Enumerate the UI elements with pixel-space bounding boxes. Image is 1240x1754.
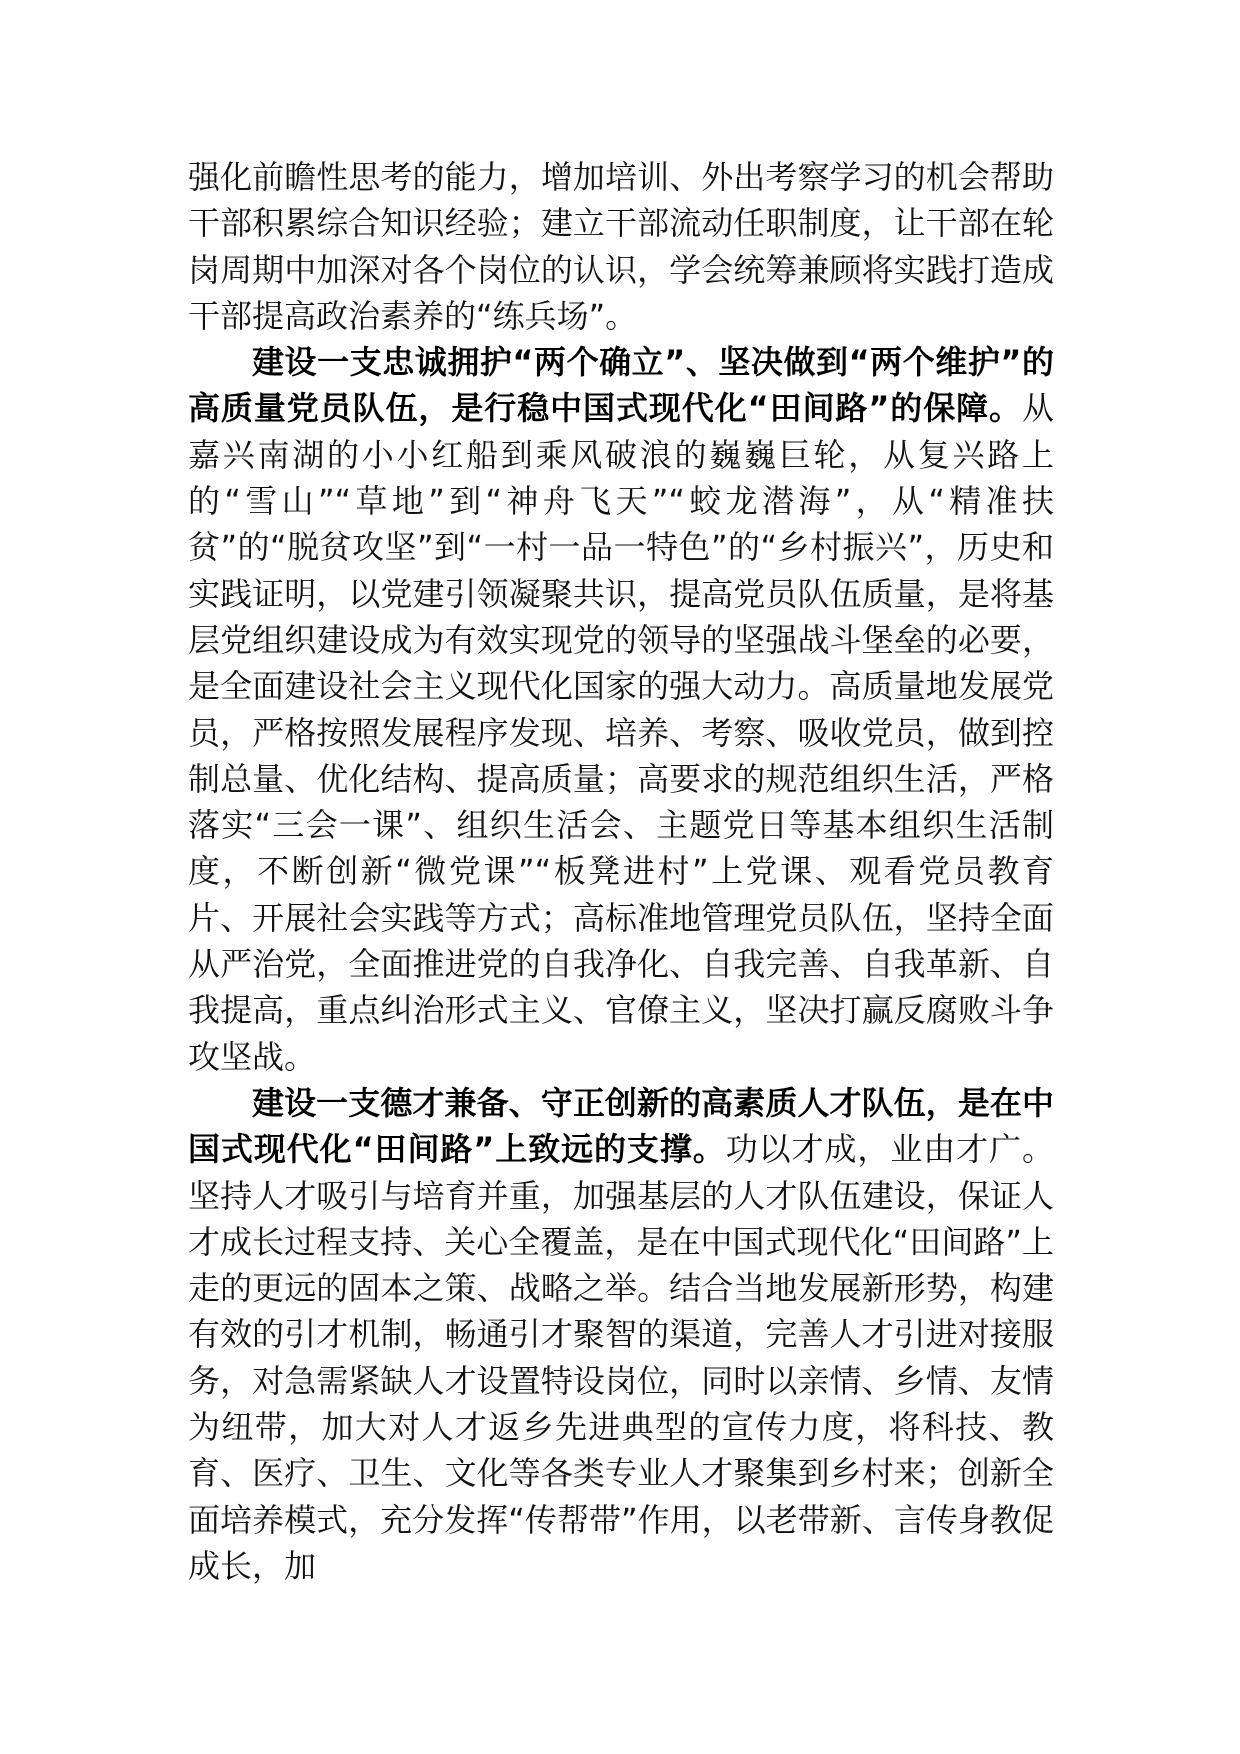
paragraph-3 xyxy=(188,1080,1054,1589)
paragraph-2-heading: 建设一支忠诚拥护“两个确立”、坚决做到“两个维护”的高质量党员队伍，是行稳中国式现代化“田间路”的保障。 xyxy=(188,343,1054,428)
paragraph-2 xyxy=(188,339,1054,1080)
paragraph-3-heading: 建设一支德才兼备、守正创新的高素质人才队伍，是在中国式现代化“田间路”上致远的支撑。 xyxy=(188,1083,1054,1169)
paragraph-3-text: 功以才成，业由才广。坚持人才吸引与培育并重，加强基层的人才队伍建设，保证人才成长过程支持、关心全覆盖，是在中国式现代化“田间路”上走的更远的固本之策、战略之举。结合当地发展新形势，构建有效的引才机制，畅通引才聚智的渠道，完善人才引进对接服务，对急需紧缺人才设置特设岗位，同时以亲情、乡情、友情为纽带，加大对人才返乡先进典型的宣传力度，将科技、教育、医疗、卫生、文化等各类专业人才聚集到乡村来；创新全面培养模式，充分发挥“传帮带”作用，以老带新、言传身教促成长，加 xyxy=(188,1130,1054,1585)
document-page xyxy=(188,154,1054,1589)
paragraph-1 xyxy=(188,154,1054,339)
paragraph-2-text: 从嘉兴南湖的小小红船到乘风破浪的巍巍巨轮，从复兴路上的“雪山”“草地”到“神舟飞天”“蛟龙潜海”，从“精准扶贫”的“脱贫攻坚”到“一村一品一特色”的“乡村振兴”，历史和实践证明，以党建引领凝聚共识，提高党员队伍质量，是将基层党组织建设成为有效实现党的领导的坚强战斗堡垒的必要，是全面建设社会主义现代化国家的强大动力。高质量地发展党员，严格按照发展程序发现、培养、考察、吸收党员，做到控制总量、优化结构、提高质量；高要求的规范组织生活，严格落实“三会一课”、组织生活会、主题党日等基本组织生活制度，不断创新“微党课”“板凳进村”上党课、观看党员教育片、开展社会实践等方式；高标准地管理党员队伍，坚持全面从严治党，全面推进党的自我净化、自我完善、自我革新、自我提高，重点纠治形式主义、官僚主义，坚决打赢反腐败斗争攻坚战。 xyxy=(188,389,1054,1076)
paragraph-1-text: 强化前瞻性思考的能力，增加培训、外出考察学习的机会帮助干部积累综合知识经验；建立干部流动任职制度，让干部在轮岗周期中加深对各个岗位的认识，学会统筹兼顾将实践打造成干部提高政治素养的“练兵场”。 xyxy=(188,158,1054,335)
